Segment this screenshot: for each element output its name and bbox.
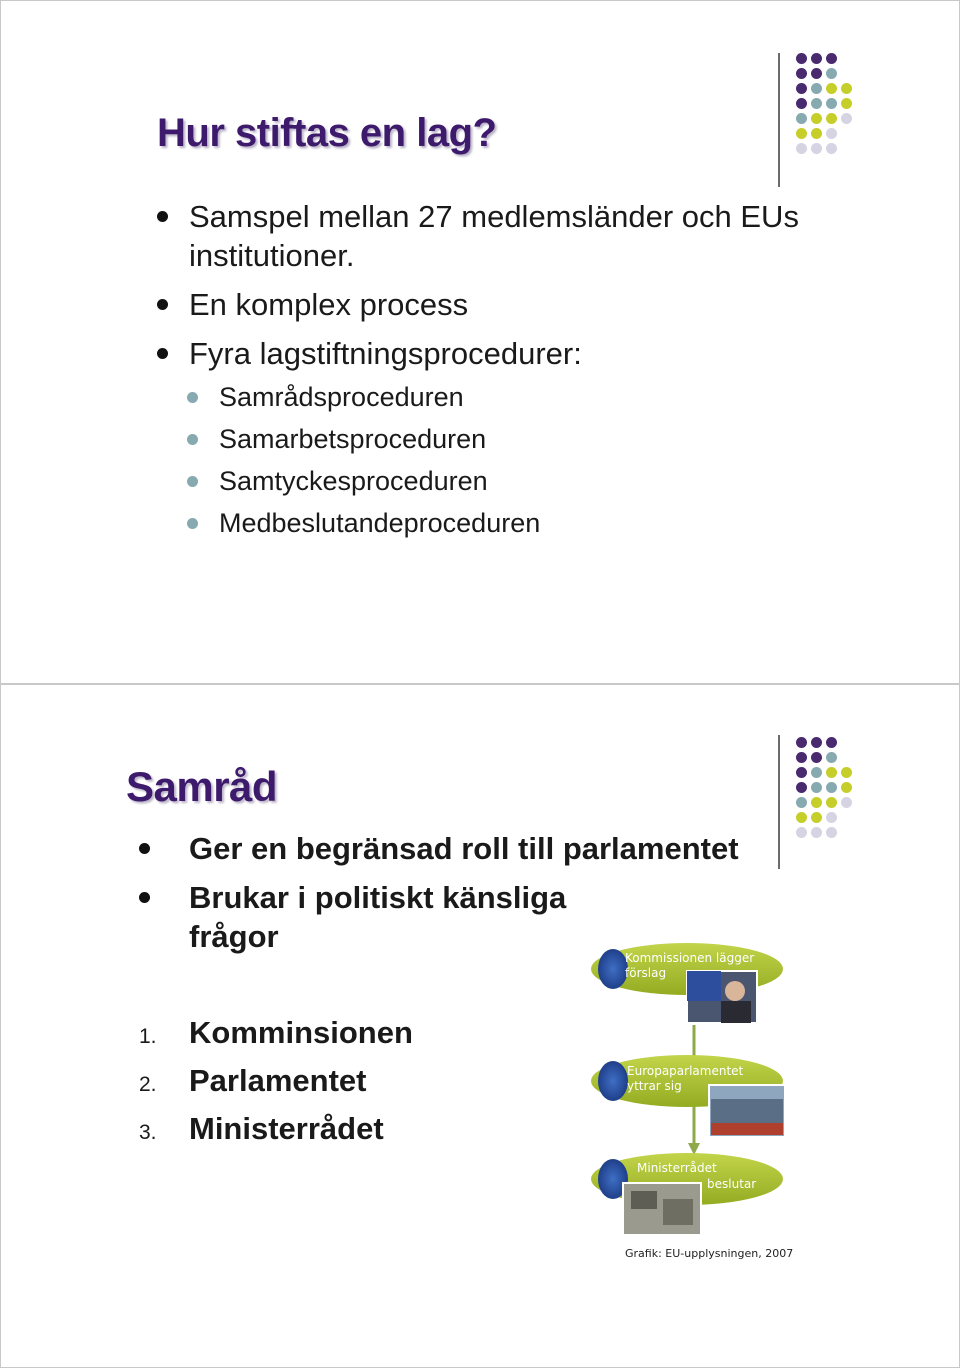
photo-railing: [711, 1123, 783, 1135]
decorative-dot: [811, 113, 822, 124]
step-label: Kommissionen lägger: [625, 951, 755, 965]
photo-person-body: [721, 1001, 751, 1023]
decorative-dot: [826, 68, 837, 79]
slide-title: Samråd: [126, 763, 278, 810]
decorative-dot: [796, 797, 807, 808]
bullet-item: En komplex process: [157, 285, 857, 324]
step-parliament: [591, 1055, 785, 1137]
decorative-dot: [811, 68, 822, 79]
numbered-item: [139, 1109, 413, 1149]
decorative-dot: [811, 143, 822, 154]
decorative-dot: [841, 113, 852, 124]
decorative-dot: [796, 737, 807, 748]
sub-bullet-item: Samrådsproceduren: [187, 379, 857, 415]
decorative-dot: [811, 767, 822, 778]
divider-line: [778, 53, 780, 187]
sub-bullet-item: Samarbetsproceduren: [187, 421, 857, 457]
decorative-dot: [826, 83, 837, 94]
legislative-process-graphic: [587, 929, 795, 1265]
photo-building-block: [631, 1191, 657, 1209]
sub-bullet-item: Medbeslutandeproceduren: [187, 505, 857, 541]
decorative-dot: [796, 53, 807, 64]
step-label: yttrar sig: [627, 1079, 682, 1093]
decorative-dot: [841, 767, 852, 778]
decorative-dot: [826, 143, 837, 154]
photo-flag-backdrop: [687, 971, 721, 1001]
decorative-dot: [796, 782, 807, 793]
decorative-dot: [826, 113, 837, 124]
decorative-dot: [796, 767, 807, 778]
decorative-dot: [826, 98, 837, 109]
decorative-dot: [826, 782, 837, 793]
bullet-item: Samspel mellan 27 medlemsländer och EUs institutioner.: [157, 197, 857, 275]
numbered-list: [139, 1013, 413, 1157]
bullet-item: Brukar i politiskt känsliga frågor: [127, 878, 629, 956]
item-number: 3.: [139, 1121, 157, 1144]
item-text: Parlamentet: [189, 1063, 367, 1098]
decorative-dot: [796, 128, 807, 139]
numbered-item: [139, 1013, 413, 1053]
decorative-dot: [841, 797, 852, 808]
slide-2: [0, 684, 960, 1368]
decorative-dot: [796, 143, 807, 154]
step-label: Ministerrådet: [637, 1161, 717, 1175]
bullet-list: [157, 197, 857, 547]
decorative-dot: [796, 752, 807, 763]
decorative-dot: [811, 53, 822, 64]
sub-bullet-item: Samtyckesproceduren: [187, 463, 857, 499]
decorative-dot: [811, 83, 822, 94]
item-number: 2.: [139, 1073, 157, 1096]
decorative-dot: [811, 98, 822, 109]
decorative-dot: [811, 752, 822, 763]
step-commission: [591, 943, 783, 1023]
decorative-dot: [826, 737, 837, 748]
photo-building-block: [663, 1199, 693, 1225]
eu-flag-icon: [598, 949, 628, 989]
decorative-dot: [796, 68, 807, 79]
step-label: Europaparlamentet: [627, 1064, 744, 1078]
numbered-item: [139, 1061, 413, 1101]
decorative-dot: [826, 128, 837, 139]
decorative-dot: [826, 827, 837, 838]
decorative-dot: [811, 812, 822, 823]
decorative-dot: [826, 53, 837, 64]
decorative-dot: [826, 797, 837, 808]
bullet-item: Fyra lagstiftningsprocedurer:: [157, 334, 857, 373]
step-council: [591, 1153, 783, 1235]
eu-flag-icon: [598, 1061, 628, 1101]
decorative-dot: [841, 98, 852, 109]
decorative-dot: [796, 98, 807, 109]
decorative-dot: [811, 797, 822, 808]
decorative-dot: [796, 812, 807, 823]
decorative-dot: [796, 113, 807, 124]
photo-person-head: [725, 981, 745, 1001]
decorative-dot: [841, 83, 852, 94]
decorative-dot: [826, 752, 837, 763]
decorative-dot: [811, 737, 822, 748]
decorative-dot: [826, 812, 837, 823]
decorative-dot: [796, 83, 807, 94]
decorative-dot: [826, 767, 837, 778]
graphic-caption: Grafik: EU-upplysningen, 2007: [625, 1247, 794, 1260]
step-label: beslutar: [707, 1177, 757, 1191]
slide-title: Hur stiftas en lag?: [157, 111, 497, 155]
decorative-dot: [841, 782, 852, 793]
decorative-dot: [811, 782, 822, 793]
step-label: förslag: [625, 966, 667, 980]
item-text: Ministerrådet: [189, 1111, 384, 1146]
decorative-dot: [811, 128, 822, 139]
bullet-item: Ger en begränsad roll till parlamentet: [127, 829, 817, 868]
item-number: 1.: [139, 1025, 157, 1048]
item-text: Komminsionen: [189, 1015, 413, 1050]
process-flow-diagram: [587, 929, 795, 1265]
photo-building: [711, 1099, 783, 1123]
